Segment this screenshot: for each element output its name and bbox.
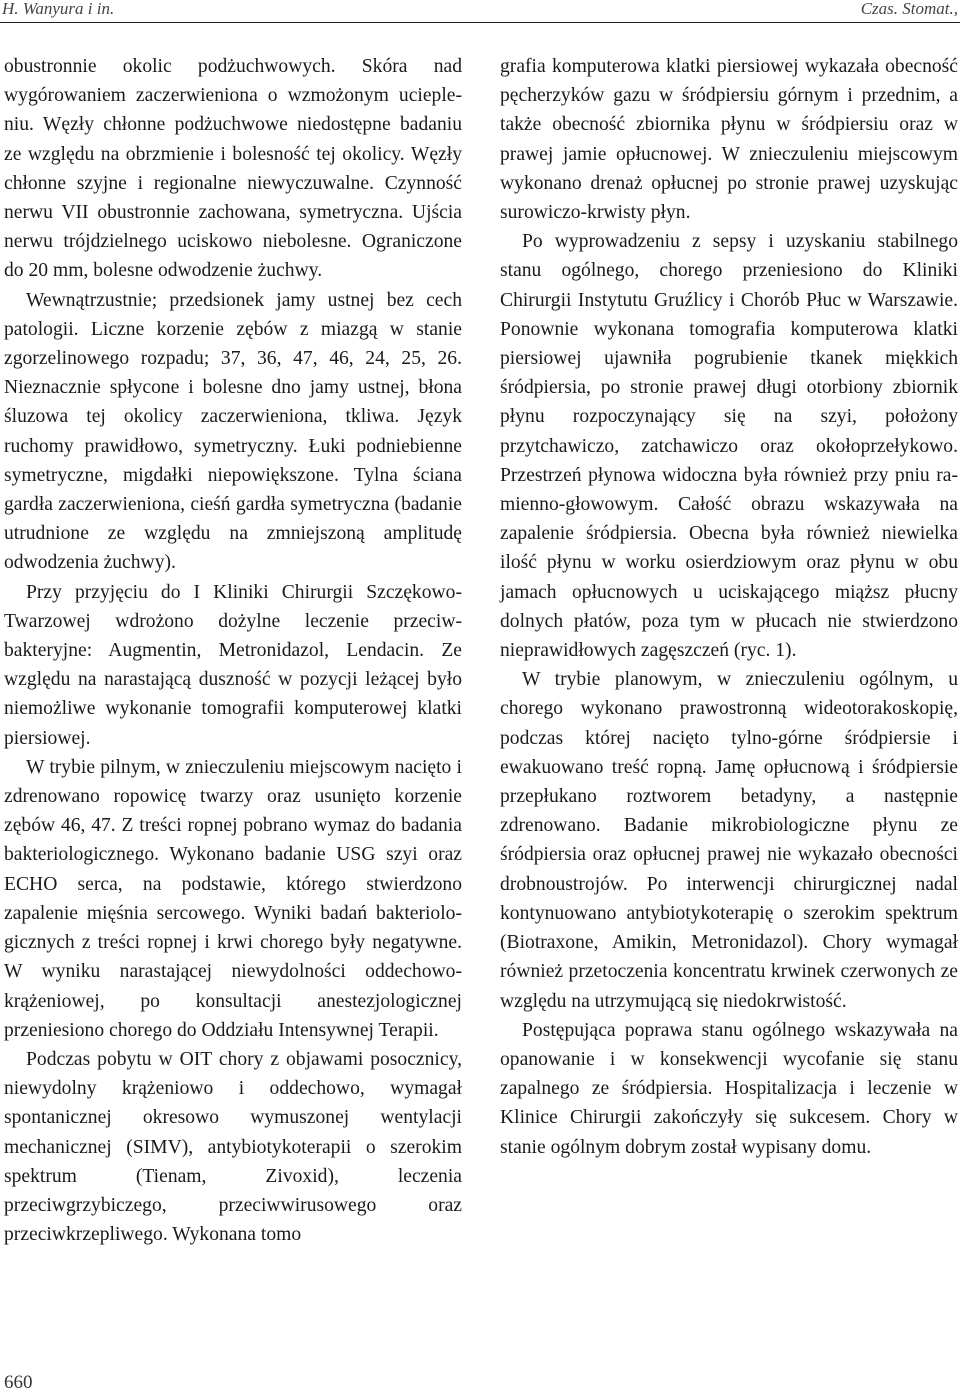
paragraph: W trybie pilnym, w znieczuleniu miejscowym nacięto i zdrenowano ropowicę twarzy oraz usunięto korzenie zębów 46, 47. Z treści ropnej pobrano wymaz do badania bakteriologicznego. Wykonano badanie USG szyi oraz ECHO serca, na podstawie, którego stwierdzono zapalenie mięśnia sercowego. Wyniki badań bakteriologicznych z treści ropnej i krwi chorego były negatywne. W wyniku narastającej niewydolności oddechowo-krążeniowej, po konsultacji anestezjologicznej przeniesiono chorego do Oddziału Intensywnej Terapii. [4, 756, 462, 1041]
paragraph: Przy przyjęciu do I Kliniki Chirurgii Szczękowo-Twarzowej wdrożono dożylne leczenie przeciwbakteryjne: Augmentin, Metronidazol, Lendacin. Ze względu na narastającą duszność w pozycji leżącej było niemożliwe wykonanie tomografii komputerowej klatki piersiowej. [4, 581, 462, 749]
paragraph: Postępująca poprawa stanu ogólnego wskazywała na opanowanie i w konsekwencji wycofanie się stanu zapalnego ze śródpiersia. Hospitalizacja i leczenie w Klinice Chirurgii zakończyły się sukcesem. Chory w stanie ogólnym dobrym został wypisany domu. [500, 1019, 958, 1158]
right-column [500, 52, 958, 1162]
paragraph: obustronnie okolic podżuchwowych. Skóra nad wygórowaniem zaczerwieniona o wzmożonym uciepleniu. Węzły chłonne podżuchwowe niedostępne badaniu ze względu na obrzmienie i bolesność tej okolicy. Węzły chłonne szyjne i regionalne niewyczuwalne. Czynność nerwu VII obustronnie zachowana, symetryczna. Ujścia nerwu trójdzielnego uciskowo niebolesne. Ograniczone do 20 mm, bolesne odwodzenie żuchwy. [4, 56, 462, 282]
page-number: 660 [4, 1372, 33, 1393]
left-column [4, 52, 462, 1249]
header-authors: H. Wanyura i in. [2, 0, 115, 18]
paragraph: Po wyprowadzeniu z sepsy i uzyskaniu stabilnego stanu ogólnego, chorego przeniesiono do Kliniki Chirurgii Instytutu Gruźlicy i Chorób Płuc w Warszawie. Ponownie wykonana tomografia komputerowa klatki piersiowej ujawniła pogrubienie tkanek miękkich śródpiersia, po stronie prawej długi otorbiony zbiornik płynu rozpoczynający się na szyi, położony przytchawiczo, zatchawiczo oraz okołoprzełykowo. Przestrzeń płynowa widoczna była również przy pniu ramienno-głowowym. Całość obrazu wskazywała na zapalenie śródpiersia. Obecna była również niewielka ilość płynu w worku osierdziowym oraz płynu w obu jamach opłucnowych u uciskającego miąższ płucny dolnych płatów, poza tym w płucach nie stwierdzono nieprawidłowych zagęszczeń (ryc. 1). [500, 231, 958, 662]
header-journal: Czas. Stomat., [860, 0, 958, 18]
paragraph: Podczas pobytu w OIT chory z objawami posocznicy, niewydolny krążeniowo i oddechowo, wymagał spontanicznej okresowo wymuszonej wentylacji mechanicznej (SIMV), antybiotykoterapii o szerokim spektrum (Tienam, Zivoxid), leczenia przeciwgrzybiczego, przeciwwirusowego oraz przeciwkrzepliwego. Wykonana tomo [4, 1048, 462, 1246]
running-header [0, 0, 960, 23]
paragraph: W trybie planowym, w znieczuleniu ogólnym, u chorego wykonano prawostronną wideotorakoskopię, podczas której nacięto tylno-górne śródpiersie i ewakuowano treść ropną. Jamę opłucnową i śródpiersie przepłukano roztworem betadyny, a następnie zdrenowano. Badanie mikrobiologiczne płynu ze śródpiersia oraz opłucnej prawej nie wykazało obecności drobnoustrojów. Po interwencji chirurgicznej nadal kontynuowano antybiotykoterapię o szerokim spektrum (Biotraxone, Amikin, Metronidazol). Chory wymagał również przetoczenia koncentratu krwinek czerwonych ze względu na utrzymującą się niedokrwistość. [500, 669, 958, 1012]
paragraph: grafia komputerowa klatki piersiowej wykazała obecność pęcherzyków gazu w śródpiersiu górnym i przednim, a także obecność zbiornika płynu w śródpiersiu oraz w prawej jamie opłucnowej. W znieczuleniu miejscowym wykonano drenaż opłucnej po stronie prawej uzyskując surowiczo-krwisty płyn. [500, 56, 958, 224]
paragraph: Wewnątrzustnie; przedsionek jamy ustnej bez cech patologii. Liczne korzenie zębów z miazgą w stanie zgorzelinowego rozpadu; 37, 36, 47, 46, 24, 25, 26. Nieznacznie spłycone i bolesne dno jamy ustnej, błona śluzowa tej okolicy zaczerwieniona, tkliwa. Język ruchomy prawidłowo, symetryczny. Łuki podniebienne symetryczne, migdałki niepowiększone. Tylna ściana gardła zaczerwieniona, cieśń gardła symetryczna (badanie utrudnione ze względu na zmniejszoną amplitudę odwodzenia żuchwy). [4, 289, 462, 574]
